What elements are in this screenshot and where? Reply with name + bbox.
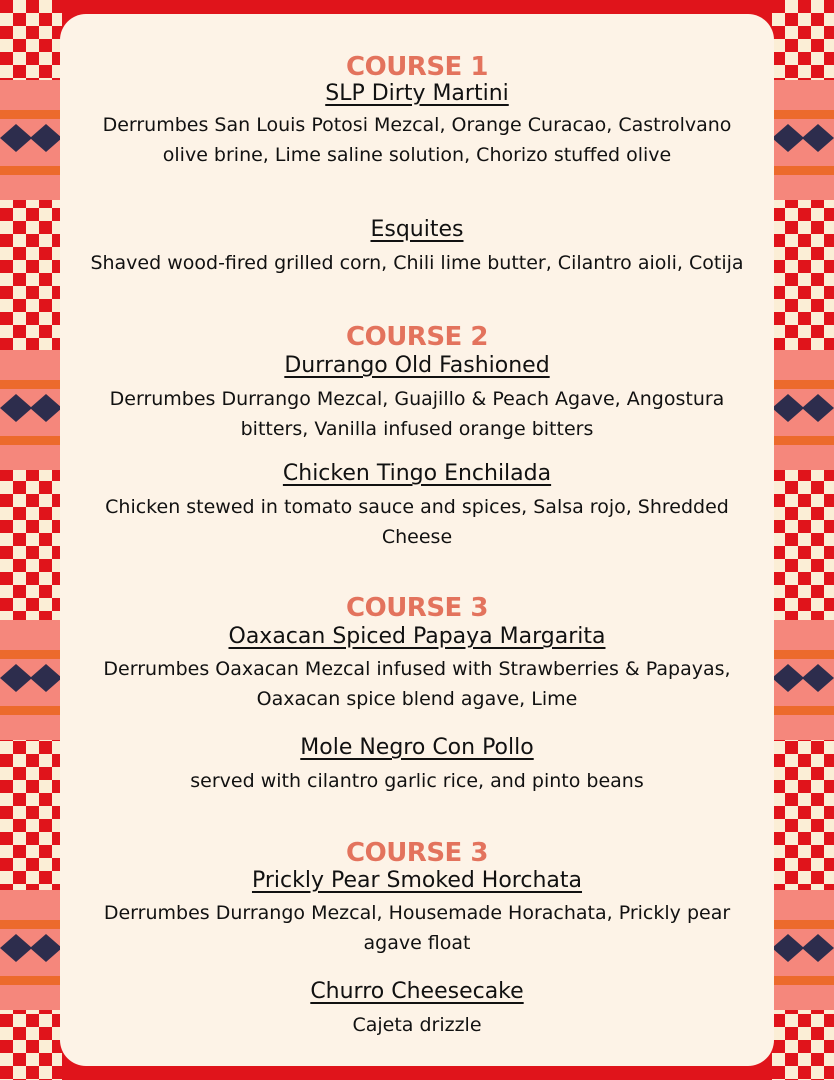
right-decorative-border [772,0,834,1080]
course-3-drink-name: Oaxacan Spiced Papaya Margarita [228,624,606,649]
course-2-dish-name: Chicken Tingo Enchilada [282,461,552,486]
diamond-pattern-icon [0,660,62,696]
course-1-dish-description: Shaved wood-fired grilled corn, Chili lime butter, Cilantro aioli, Cotija [90,252,744,274]
right-band-1 [772,80,834,200]
right-band-2 [772,350,834,470]
diamond-pattern-icon [772,120,834,156]
course-2-dish-description: Chicken stewed in tomato sauce and spices, Salsa rojo, Shredded Cheese [105,496,729,548]
diamond-pattern-icon [772,390,834,426]
course-4-dish-name: Churro Cheesecake [310,979,524,1004]
course-1-drink-description: Derrumbes San Louis Potosi Mezcal, Orange Curacao, Castrolvano olive brine, Lime saline solution, Chorizo stuffed olive [102,114,732,166]
left-decorative-border [0,0,62,1080]
diamond-pattern-icon [0,390,62,426]
course-3-dish-description: served with cilantro garlic rice, and pinto beans [190,770,644,792]
diamond-pattern-icon [772,660,834,696]
menu-card [60,14,774,1066]
diamond-pattern-icon [0,120,62,156]
course-1-dish-name: Esquites [370,217,464,242]
right-band-4 [772,890,834,1010]
left-band-3 [0,620,62,740]
course-2-drink-description: Derrumbes Durrango Mezcal, Guajillo & Peach Agave, Angostura bitters, Vanilla infused orange bitters [109,388,725,440]
course-1-drink-name: SLP Dirty Martini [325,81,509,106]
course-2-title: COURSE 2 [346,322,488,352]
left-band-1 [0,80,62,200]
course-3-title: COURSE 3 [346,593,488,623]
course-4-drink-name: Prickly Pear Smoked Horchata [251,868,583,893]
course-3-drink-description: Derrumbes Oaxacan Mezcal infused with Strawberries & Papayas, Oaxacan spice blend agave, Lime [103,658,731,710]
left-band-4 [0,890,62,1010]
course-4-drink-description: Derrumbes Durrango Mezcal, Housemade Horachata, Prickly pear agave float [103,902,731,954]
right-band-3 [772,620,834,740]
course-3-dish-name: Mole Negro Con Pollo [300,735,534,760]
diamond-pattern-icon [0,930,62,966]
course-2-drink-name: Durrango Old Fashioned [284,353,550,378]
course-4-dish-description: Cajeta drizzle [352,1014,482,1036]
diamond-pattern-icon [772,930,834,966]
course-1-title: COURSE 1 [346,52,488,82]
left-band-2 [0,350,62,470]
course-4-title: COURSE 3 [346,838,488,868]
